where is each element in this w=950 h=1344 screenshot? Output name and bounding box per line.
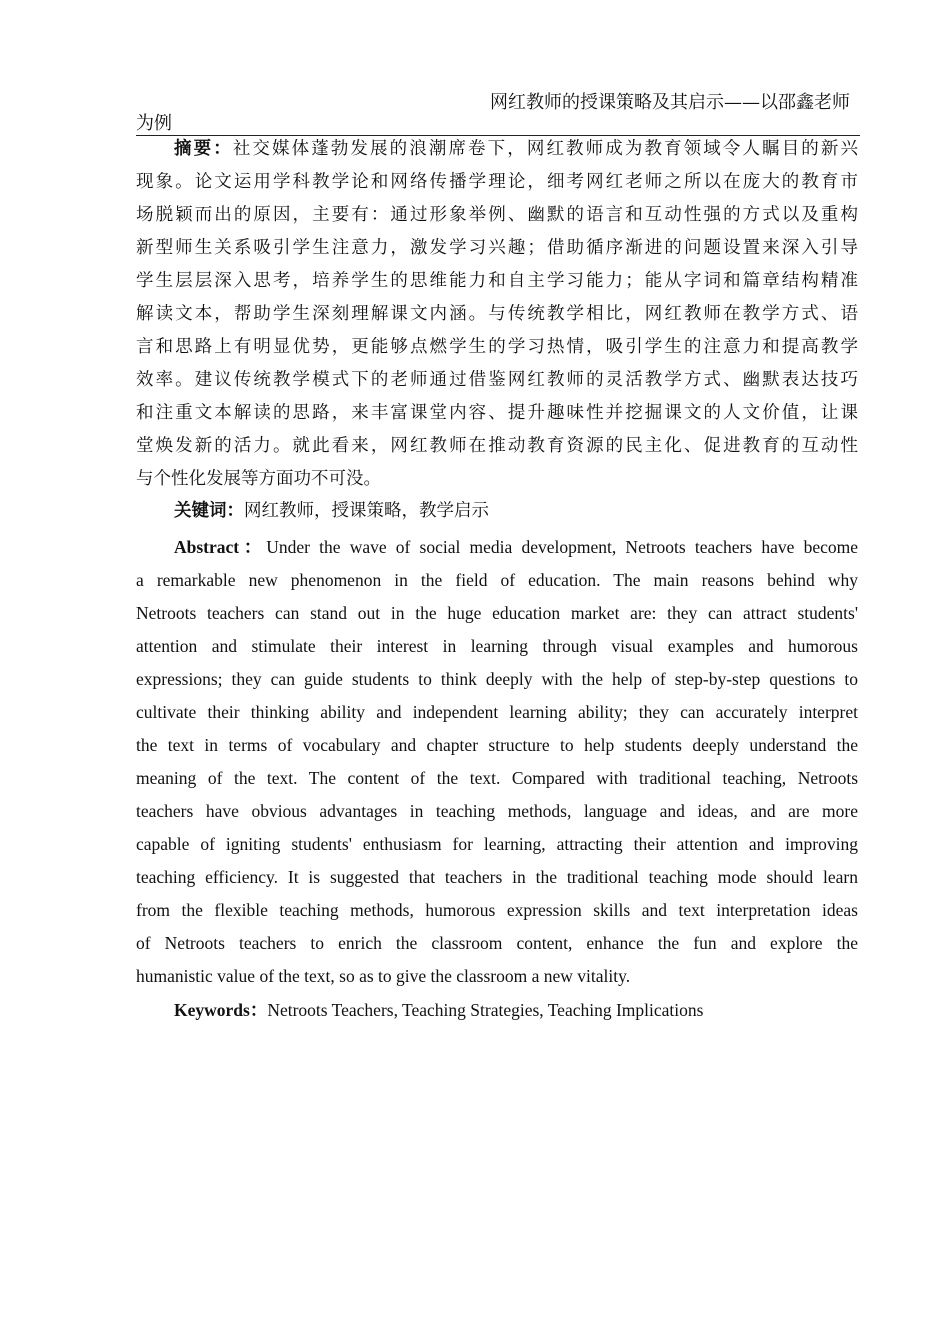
chinese-abstract-line-text: 新型师生关系吸引学生注意力，激发学习兴趣；借助循序渐进的问题设置来深入引导 bbox=[136, 238, 858, 258]
english-abstract-line bbox=[136, 960, 858, 993]
chinese-abstract-line-text: 解读文本，帮助学生深刻理解课文内涵。与传统教学相比，网红教师在教学方式、语 bbox=[136, 304, 858, 324]
chinese-abstract-line bbox=[136, 232, 858, 265]
english-abstract-line-text: meaning of the text. The content of the text. Compared with traditional teaching, Netroots bbox=[136, 768, 858, 788]
english-abstract-line bbox=[136, 696, 858, 729]
english-abstract-line bbox=[136, 630, 858, 663]
chinese-abstract-line bbox=[136, 166, 858, 199]
chinese-abstract-line bbox=[136, 265, 858, 298]
running-header-line-2: 为例 bbox=[136, 113, 172, 134]
english-abstract-line bbox=[136, 597, 858, 630]
chinese-abstract-line bbox=[136, 133, 858, 166]
english-abstract-line bbox=[136, 663, 858, 696]
english-abstract-line bbox=[136, 894, 858, 927]
english-abstract-line-text: the text in terms of vocabulary and chapter structure to help students deeply understand the bbox=[136, 735, 858, 755]
chinese-abstract-line-text: 和注重文本解读的思路，来丰富课堂内容、提升趣味性并挖掘课文的人文价值，让课 bbox=[136, 403, 858, 423]
english-abstract-line bbox=[136, 564, 858, 597]
chinese-abstract-line bbox=[136, 331, 858, 364]
english-abstract bbox=[136, 531, 858, 993]
english-abstract-line bbox=[136, 861, 858, 894]
chinese-abstract-line-text: 现象。论文运用学科教学论和网络传播学理论，细考网红老师之所以在庞大的教育市 bbox=[136, 172, 858, 192]
english-abstract-line-text: expressions; they can guide students to think deeply with the help of step-by-step questions to bbox=[136, 669, 858, 689]
chinese-abstract-line bbox=[136, 463, 858, 496]
english-abstract-line bbox=[136, 729, 858, 762]
english-abstract-line-text: Netroots teachers can stand out in the huge education market are: they can attract students' bbox=[136, 603, 858, 623]
chinese-abstract bbox=[136, 133, 858, 496]
english-abstract-line-text: attention and stimulate their interest in learning through visual examples and humorous bbox=[136, 636, 858, 656]
chinese-keywords-text: 网红教师，授课策略，教学启示 bbox=[244, 501, 489, 521]
english-abstract-line bbox=[136, 795, 858, 828]
english-abstract-line bbox=[136, 762, 858, 795]
chinese-abstract-line bbox=[136, 364, 858, 397]
english-abstract-line bbox=[136, 927, 858, 960]
chinese-abstract-line-text: 堂焕发新的活力。就此看来，网红教师在推动教育资源的民主化、促进教育的互动性 bbox=[136, 436, 858, 456]
english-abstract-line-text: teaching efficiency. It is suggested that teachers in the traditional teaching mode should learn bbox=[136, 867, 858, 887]
chinese-keywords bbox=[136, 495, 858, 528]
english-abstract-line-text: Under the wave of social media development, Netroots teachers have become bbox=[266, 537, 858, 557]
chinese-keywords-label: 关键词： bbox=[174, 501, 244, 521]
chinese-abstract-line-text: 学生层层深入思考，培养学生的思维能力和自主学习能力；能从字词和篇章结构精准 bbox=[136, 271, 858, 291]
english-abstract-line-text: capable of igniting students' enthusiasm for learning, attracting their attention and improving bbox=[136, 834, 858, 854]
english-abstract-line-text: cultivate their thinking ability and independent learning ability; they can accurately interpret bbox=[136, 702, 858, 722]
english-keywords bbox=[136, 994, 858, 1027]
running-header-line-1: 网红教师的授课策略及其启示——以邵鑫老师 bbox=[490, 92, 850, 113]
english-keywords-text: Netroots Teachers, Teaching Strategies, Teaching Implications bbox=[267, 1000, 704, 1020]
english-abstract-line-text: from the flexible teaching methods, humorous expression skills and text interpretation ideas bbox=[136, 900, 858, 920]
chinese-abstract-line-text: 社交媒体蓬勃发展的浪潮席卷下，网红教师成为教育领域令人瞩目的新兴 bbox=[232, 139, 859, 159]
chinese-abstract-line-text: 与个性化发展等方面功不可没。 bbox=[136, 469, 381, 489]
chinese-abstract-line bbox=[136, 397, 858, 430]
chinese-abstract-line bbox=[136, 430, 858, 463]
english-abstract-line-text: of Netroots teachers to enrich the classroom content, enhance the fun and explore the bbox=[136, 933, 858, 953]
english-abstract-line-text: a remarkable new phenomenon in the field of education. The main reasons behind why bbox=[136, 570, 858, 590]
english-abstract-line bbox=[136, 828, 858, 861]
chinese-abstract-line-text: 场脱颖而出的原因，主要有：通过形象举例、幽默的语言和互动性强的方式以及重构 bbox=[136, 205, 858, 225]
chinese-abstract-line-text: 效率。建议传统教学模式下的老师通过借鉴网红教师的灵活教学方式、幽默表达技巧 bbox=[136, 370, 858, 390]
chinese-abstract-label: 摘要： bbox=[174, 139, 233, 159]
english-abstract-label: Abstract： bbox=[174, 537, 267, 557]
chinese-abstract-line bbox=[136, 298, 858, 331]
chinese-abstract-line bbox=[136, 199, 858, 232]
english-abstract-line bbox=[136, 531, 858, 564]
english-abstract-line-text: humanistic value of the text, so as to give the classroom a new vitality. bbox=[136, 966, 631, 986]
english-abstract-line-text: teachers have obvious advantages in teaching methods, language and ideas, and are more bbox=[136, 801, 858, 821]
english-keywords-label: Keywords： bbox=[174, 1000, 268, 1020]
chinese-abstract-line-text: 言和思路上有明显优势，更能够点燃学生的学习热情，吸引学生的注意力和提高教学 bbox=[136, 337, 858, 357]
